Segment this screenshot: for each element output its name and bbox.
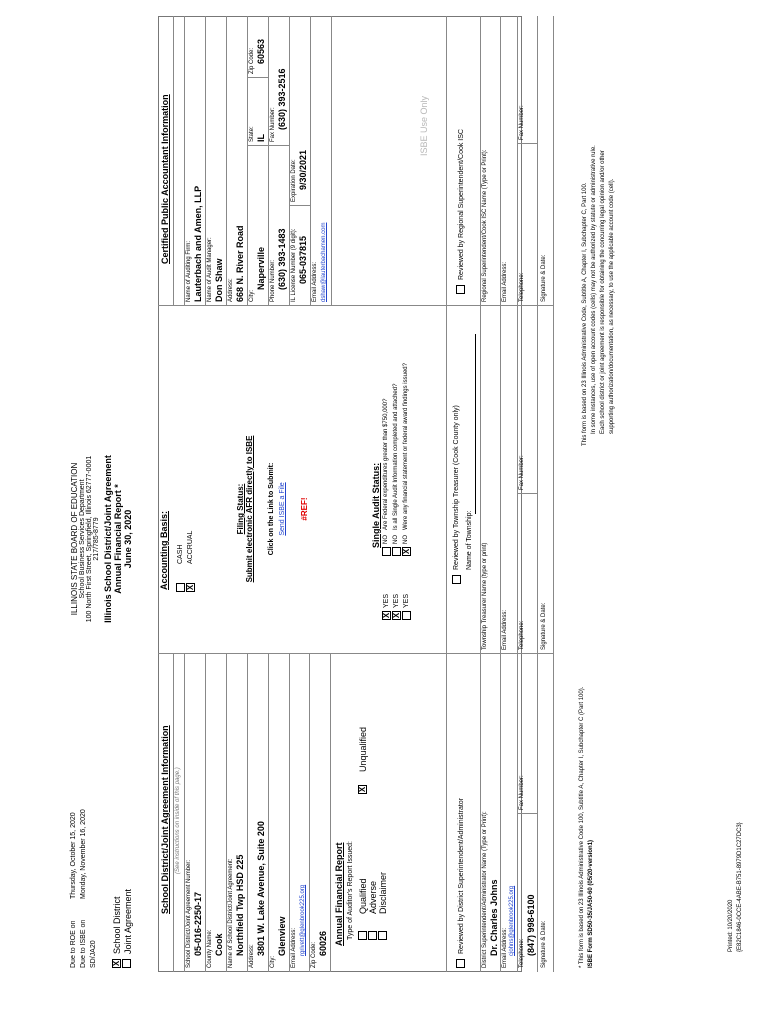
district-name: Northfield Twp HSD 225	[235, 854, 245, 956]
sa-q1-yes: YES	[383, 593, 390, 608]
sa-q2-text: Is all Single Audit Information completed and attached?	[393, 383, 399, 530]
due-isbe-date: Monday, November 16, 2020	[80, 809, 87, 899]
agency-address: 100 North First Street, Springfield, Illinois 62777-0001	[86, 455, 93, 623]
cpa-fax-label: Fax Number:	[270, 107, 276, 142]
cpa-firm: Lauterbach and Amen, LLP	[193, 185, 203, 302]
township-name-label: Name of Township:	[466, 510, 473, 570]
treasurer-fax-label: Fax Number:	[519, 455, 525, 490]
regional-review-box[interactable]	[456, 285, 465, 294]
cpa-email[interactable]: dshaw@lauterbachamen.com	[321, 222, 327, 302]
footer-note: * This form is based on 23 Illinois Administrative Code 100, Subtitle A, Chapter I, Subchapter C (Part 100).	[579, 686, 585, 968]
footer-form-version: ISBE Form SD50-35/JA50-60 (05/20-version1)	[588, 839, 594, 968]
accrual-label: ACCRUAL	[187, 530, 194, 564]
ref-error-text: #REF!	[300, 497, 309, 521]
cpa-zip: 60563	[256, 38, 266, 64]
district-info-heading: School District/Joint Agreement Information	[160, 725, 170, 914]
afr-heading: Annual Financial Report	[334, 842, 344, 946]
sa-q2-yes: YES	[393, 593, 400, 608]
sa-q2-no-box[interactable]	[392, 547, 401, 556]
cash-label: CASH	[177, 544, 184, 564]
county-label: County Name:	[207, 929, 213, 968]
joint-agreement-label: Joint Agreement	[123, 888, 133, 954]
treasurer-email-label: Email Address:	[502, 609, 508, 650]
district-address-label: Address:	[249, 944, 255, 968]
cpa-license: 065-037815	[298, 235, 308, 284]
agency-name: ILLINOIS STATE BOARD OF EDUCATION	[70, 462, 79, 616]
sup-name-label: District Superintendent/Administrator Name (Type or Print):	[482, 811, 488, 968]
cpa-phone-label: Phone Number:	[270, 259, 276, 302]
district-number: 05-016-2250-17	[193, 891, 203, 956]
accounting-basis-heading: Accounting Basis:	[159, 510, 169, 590]
due-roe-date: Thursday, October 15, 2020	[70, 812, 77, 899]
sa-q1-text: Are Federal expenditures greater than $750,000?	[383, 398, 389, 530]
county-value: Cook	[214, 933, 224, 956]
unqualified-label: Unqualified	[358, 726, 368, 772]
due-isbe-label: Due to ISBE on	[80, 919, 87, 968]
cpa-firm-label: Name of Auditing Firm:	[186, 240, 192, 302]
sup-telephone-label: Telephone:	[519, 938, 525, 968]
sa-q3-no: NO	[403, 535, 409, 544]
sup-phone: (847) 998-6100	[526, 894, 536, 956]
dept-name: School Business Services Department	[79, 479, 86, 599]
unqualified-checkbox[interactable]: X	[358, 786, 367, 793]
regional-telephone-label: Telephone:	[519, 272, 525, 302]
adverse-checkbox[interactable]	[368, 931, 377, 940]
agency-header	[70, 374, 133, 704]
filing-submit-text: Submit electronic AFR directly to ISBE	[245, 435, 254, 583]
cpa-exp-label: Expiration Date:	[291, 159, 297, 202]
district-zip: 60026	[318, 930, 328, 956]
cpa-state: IL	[256, 134, 266, 142]
form-grid	[158, 16, 522, 972]
cpa-heading: Certified Public Accountant Information	[160, 94, 170, 264]
district-address: 3801 W. Lake Avenue, Suite 200	[256, 821, 266, 956]
cpa-email-label: Email Address:	[312, 261, 318, 302]
regional-signature-label: Signature & Date:	[541, 254, 547, 302]
district-city: Glenview	[277, 916, 287, 956]
district-sup-review: Reviewed by District Superintendent/Administrator	[458, 797, 465, 954]
treasurer-telephone-label: Telephone:	[519, 620, 525, 650]
treasurer-name-label: Township Treasurer Name (type or print)	[482, 542, 488, 650]
district-zip-label: Zip Code:	[311, 941, 317, 968]
district-city-label: City:	[270, 956, 276, 968]
cpa-address: 668 N. River Road	[235, 225, 245, 302]
district-sup-review-box[interactable]	[456, 959, 465, 968]
sa-q3-yes: YES	[403, 593, 410, 608]
cpa-address-label: Address:	[228, 278, 234, 302]
district-name-label: Name of School District/Joint Agreement:	[228, 858, 234, 968]
due-roe-label: Due to ROE on	[70, 920, 77, 968]
sa-q3-no-box[interactable]: X	[402, 548, 411, 555]
report-subtitle: Annual Financial Report *	[113, 484, 123, 594]
district-number-label: School District/Joint Agreement Number:	[186, 859, 192, 968]
sup-email-label: Email Address:	[502, 927, 508, 968]
printed-date: Printed: 10/20/2020	[728, 899, 734, 952]
report-title: Illinois School District/Joint Agreement	[103, 455, 113, 623]
cpa-note-4: supporting authorization/documentation, as necessary, to use the applicable account code (cell).	[609, 178, 615, 434]
sa-q3-text: Were any financial statement or federal award findings issued?	[403, 363, 409, 530]
disclaimer-checkbox[interactable]	[378, 931, 387, 940]
cpa-state-label: State:	[249, 126, 255, 142]
township-review-box[interactable]	[452, 575, 461, 584]
cpa-phone: (630) 393-1483	[277, 228, 287, 290]
district-instructions: (See instructions on inside of this page.)	[175, 767, 181, 874]
report-date: June 30, 2020	[123, 509, 133, 569]
sup-email[interactable]: cjohns@glenbrook225.org	[509, 885, 515, 956]
sa-q3-yes-box[interactable]	[402, 611, 411, 620]
disclaimer-label: Disclaimer	[378, 871, 388, 914]
qualified-checkbox[interactable]	[358, 931, 367, 940]
district-email[interactable]: rgrivett@glenbrook225.org	[300, 884, 306, 956]
regional-review: Reviewed by Regional Superintendent/Cook ISC	[458, 129, 465, 280]
sup-fax-label: Fax Number:	[519, 775, 525, 810]
sa-q2-no: NO	[393, 535, 399, 544]
cpa-note-1: This form is based on 23 Illinois Administrative Code, Subtitle A, Chapter I, Subchapter C, Part 100.	[582, 182, 588, 446]
single-audit-heading: Single Audit Status:	[371, 462, 381, 548]
filing-click-text: Click on the Link to Submit:	[268, 462, 275, 556]
sa-q2-yes-box[interactable]: X	[392, 612, 401, 619]
accrual-checkbox[interactable]: X	[186, 584, 195, 591]
send-isbe-file-link[interactable]: Send ISBE a File	[279, 482, 286, 536]
isbe-use-only: ISBE Use Only	[419, 95, 429, 156]
sup-name: Dr. Charles Johns	[489, 879, 499, 956]
sa-q1-yes-box[interactable]: X	[382, 612, 391, 619]
qualified-label: Qualified	[358, 878, 368, 914]
district-email-label: Email Address:	[291, 927, 297, 968]
form-id: SD/JA20	[90, 940, 97, 968]
adverse-label: Adverse	[368, 880, 378, 914]
school-district-label: School District	[112, 896, 122, 954]
cpa-license-label: IL License Number (9 digit):	[291, 228, 297, 302]
regional-fax-label: Fax Number:	[519, 105, 525, 140]
document-guid: {E82C1846-0CCE-4ABE-B751-8979D1C27DC3}	[737, 822, 743, 952]
cpa-fax: (630) 393-2516	[277, 68, 287, 130]
cpa-note-3: Each school district or joint agreement is responsible for obtaining the concurring legal opinion and/or other	[600, 150, 606, 434]
sup-signature-label: Signature & Date:	[541, 920, 547, 968]
joint-agreement-checkbox[interactable]	[122, 959, 131, 968]
sa-q1-no: NO	[383, 535, 389, 544]
sa-q1-no-box[interactable]	[382, 547, 391, 556]
cpa-city: Naperville	[256, 246, 266, 290]
cpa-manager: Don Shaw	[214, 258, 224, 302]
treasurer-signature-label: Signature & Date:	[541, 602, 547, 650]
cpa-zip-label: Zip Code:	[249, 47, 255, 74]
cpa-city-label: City:	[249, 290, 255, 302]
regional-email-label: Email Address:	[502, 261, 508, 302]
township-review: Reviewed by Township Treasurer (Cook County only)	[453, 405, 460, 570]
regional-name-label: Regional Superintendent/Cook ISC Name (Type or Print):	[482, 149, 488, 302]
agency-phone: 217/785-8779	[93, 517, 100, 561]
cpa-exp: 9/30/2021	[298, 149, 308, 190]
cpa-note-2: In some instances, use of open account codes (cells) may not be authorized by statute or administrative rule.	[591, 145, 597, 434]
afr-type-label: Type of Auditor's Report Issued:	[347, 840, 354, 940]
cpa-manager-label: Name of Audit Manager:	[207, 237, 213, 302]
school-district-checkbox[interactable]: X	[112, 960, 121, 967]
filing-status-heading: Filing Status:	[236, 483, 245, 535]
